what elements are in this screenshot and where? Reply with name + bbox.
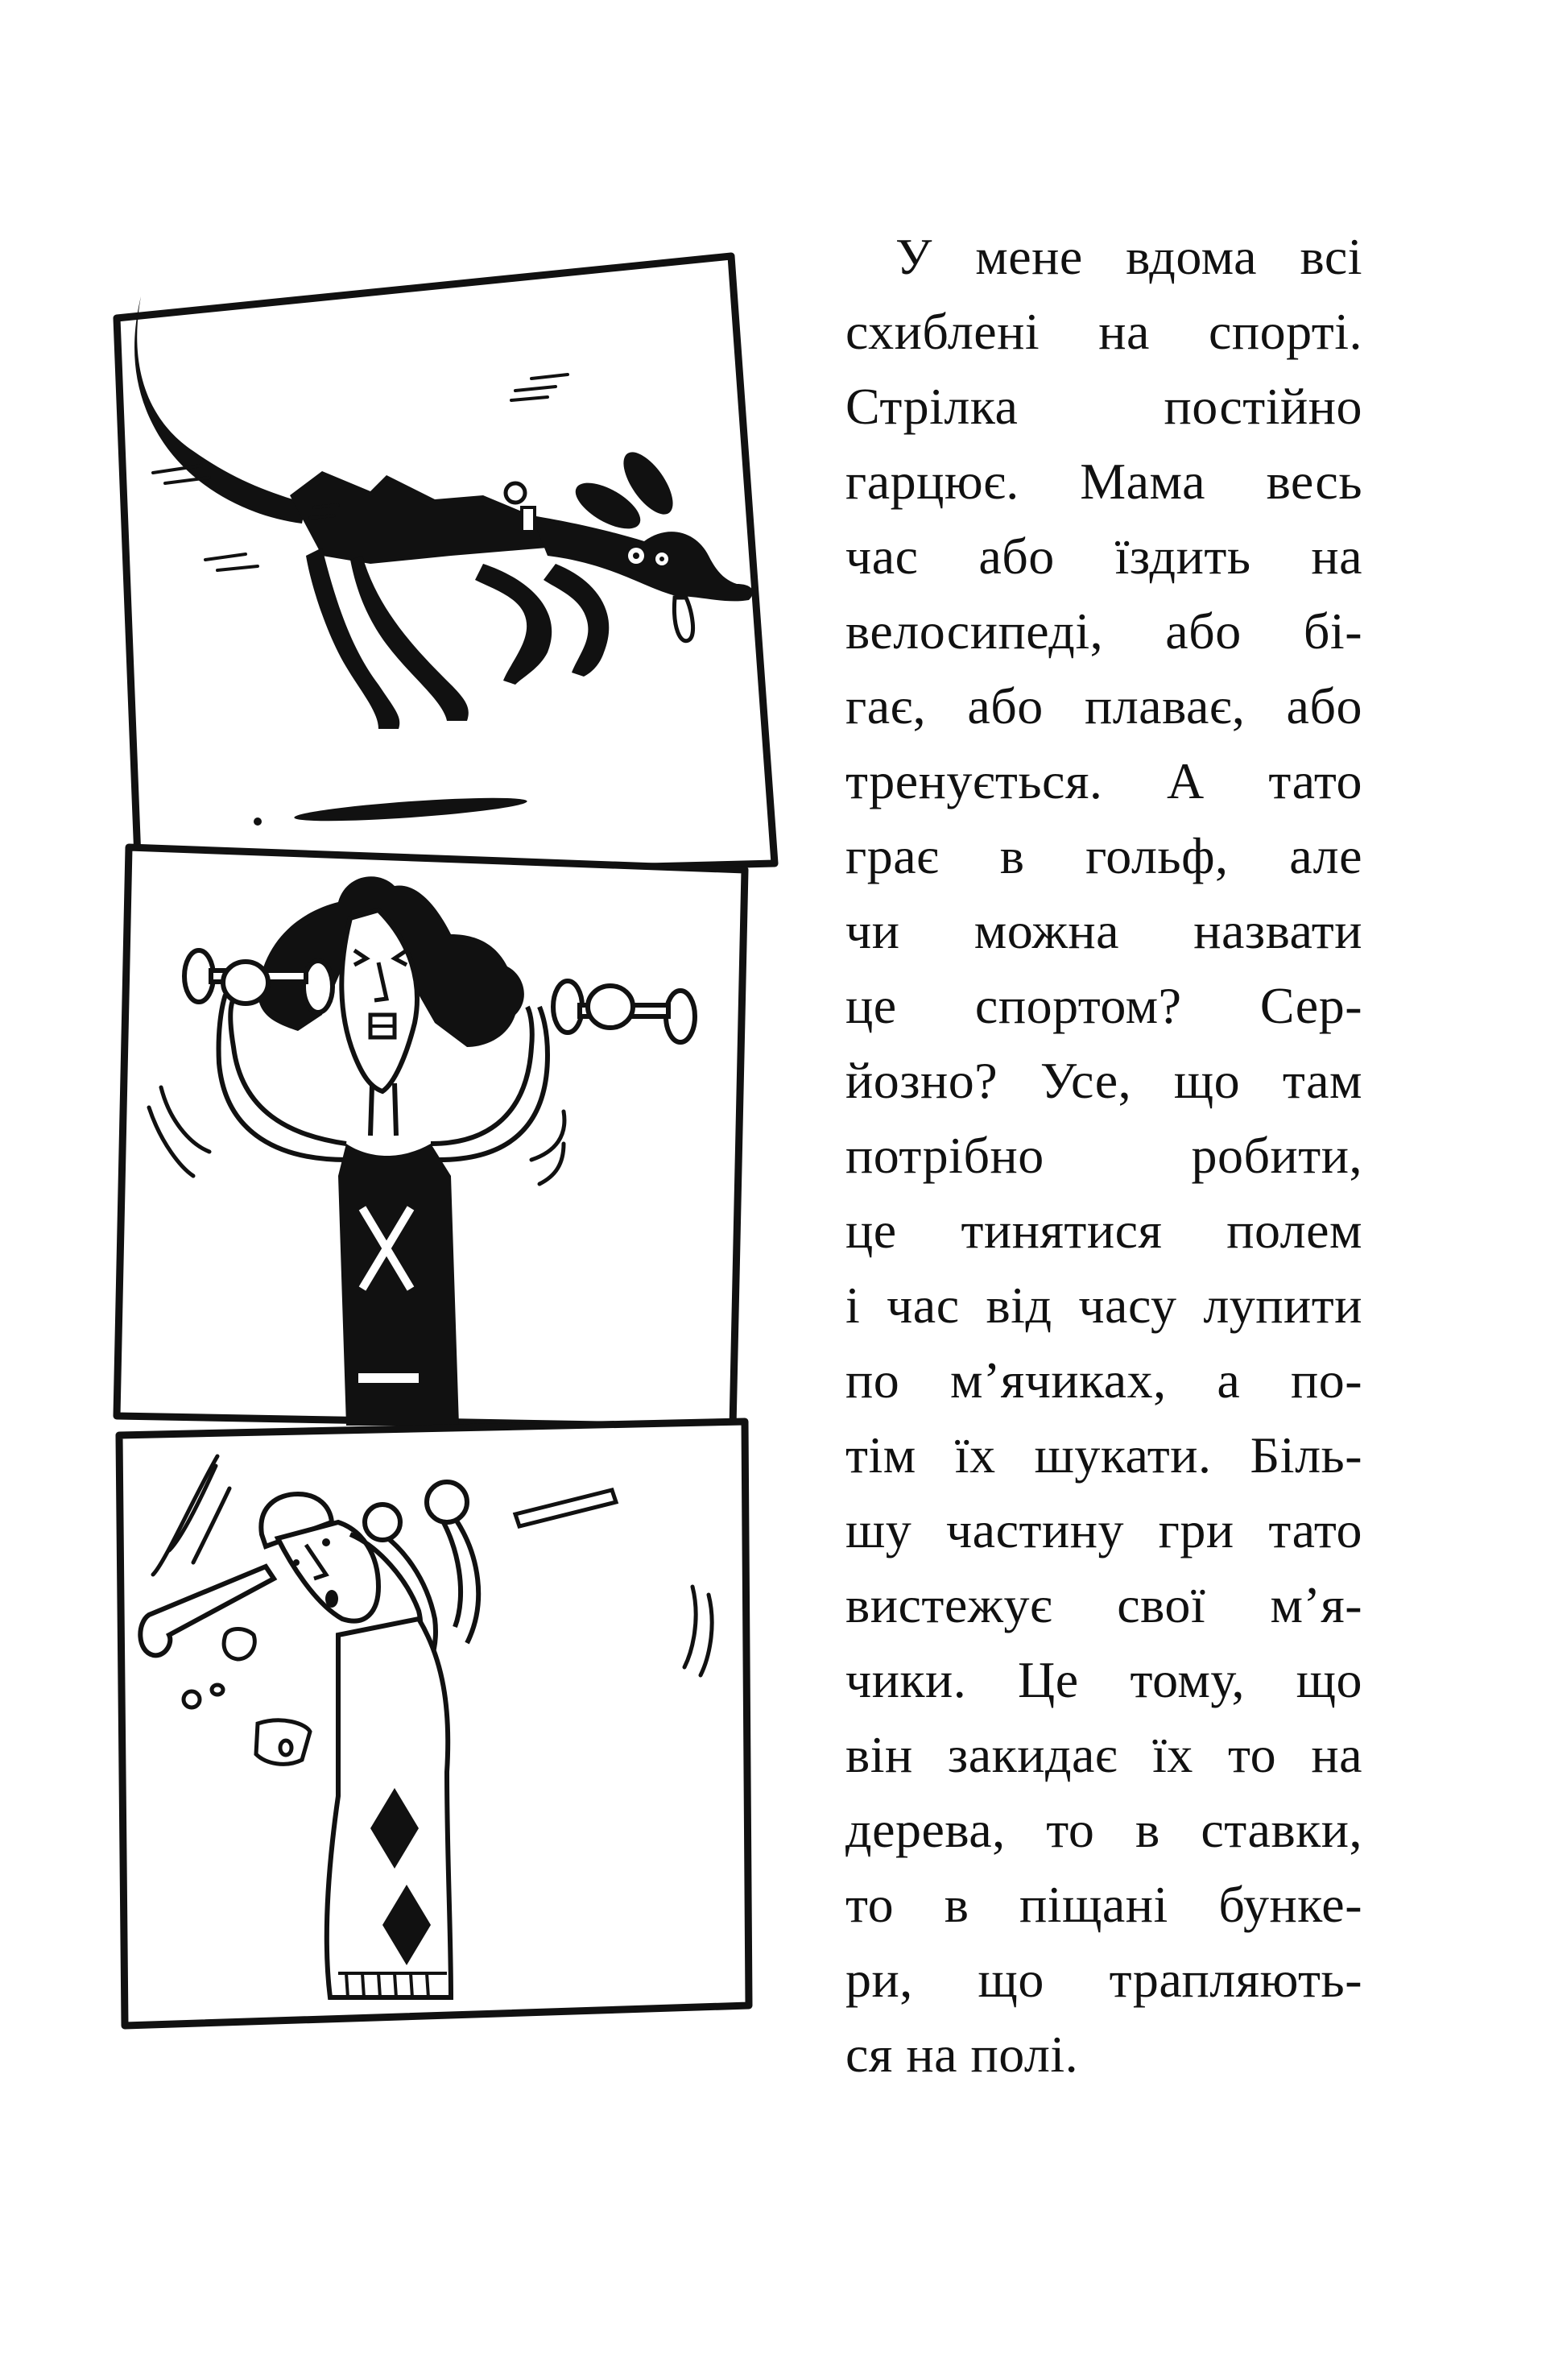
- text-line: гарцює. Мама весь: [845, 453, 1362, 510]
- mom-dumbbells-panel: [117, 847, 745, 1427]
- text-line: гає, або плаває, або: [845, 677, 1362, 735]
- text-line: потрібно робити,: [845, 1127, 1362, 1184]
- text-line: ся на полі.: [845, 2026, 1079, 2083]
- text-line: час або їздить на: [845, 528, 1362, 585]
- running-dog-panel: [117, 256, 775, 880]
- text-line: схиблені на спорті.: [845, 303, 1362, 360]
- text-line: У мене вдома всі: [895, 228, 1362, 285]
- text-line: вистежує свої м’я-: [845, 1576, 1362, 1633]
- text-line: грає в гольф, але: [845, 827, 1362, 884]
- story-text: [845, 219, 1362, 2092]
- text-line: велосипеді, або бі-: [845, 602, 1362, 660]
- text-line: тім їх шукати. Біль-: [845, 1426, 1362, 1484]
- text-line: це спортом? Сер-: [845, 977, 1362, 1034]
- text-line: йозно? Усе, що там: [845, 1052, 1362, 1109]
- text-line: Стрілка постійно: [845, 378, 1362, 435]
- text-line: дерева, то в ставки,: [845, 1801, 1362, 1858]
- dad-golf-panel: [119, 1422, 749, 2026]
- text-line: і час від часу лупити: [845, 1277, 1362, 1334]
- text-line: тренується. А тато: [845, 752, 1362, 809]
- text-line: це тинятися полем: [845, 1202, 1362, 1259]
- text-line: шу частину гри тато: [845, 1501, 1362, 1558]
- text-line: то в піщані бунке-: [845, 1876, 1362, 1933]
- text-line: по м’ячиках, а по-: [845, 1351, 1362, 1409]
- text-line: чи можна назвати: [845, 902, 1362, 959]
- text-line: він закидає їх то на: [845, 1726, 1362, 1783]
- text-line: ри, що трапляють-: [845, 1951, 1362, 2008]
- text-line: чики. Це тому, що: [845, 1651, 1362, 1708]
